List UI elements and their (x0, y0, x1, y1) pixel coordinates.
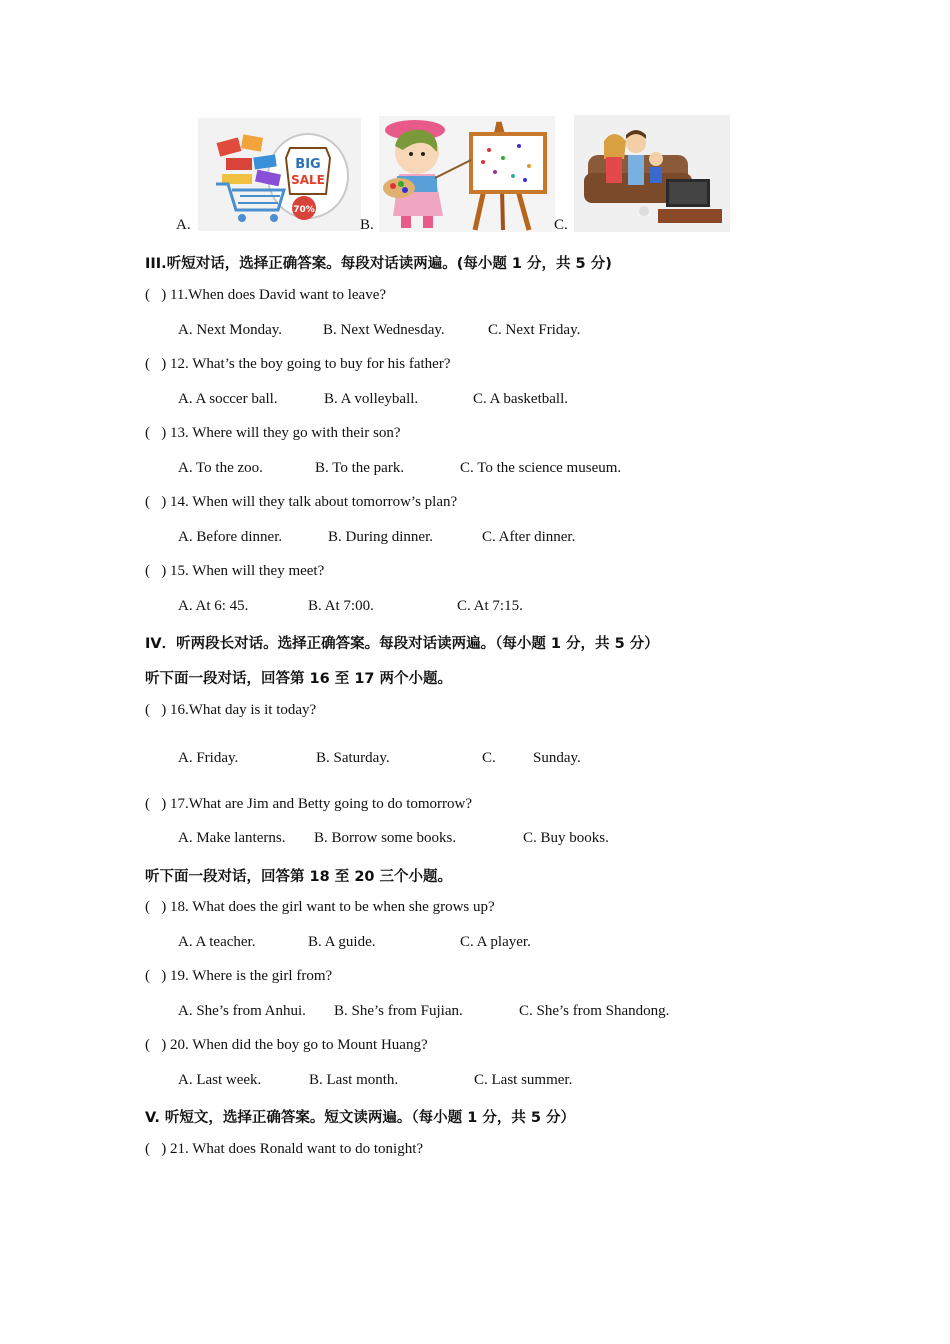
question-18-option-a: A. A teacher. (178, 934, 256, 950)
section-4-subheading-2: 听下面一段对话，回答第 18 至 20 三个小题。 (145, 869, 453, 885)
question-16-option-c-text: Sunday. (533, 750, 581, 766)
section-3-heading: III.听短对话，选择正确答案。每段对话读两遍。(每小题 1 分，共 5 分) (145, 256, 612, 272)
question-14-option-c: C. After dinner. (482, 529, 576, 545)
question-21: ( ) 21. What does Ronald want to do tonight? (145, 1141, 424, 1157)
question-12-option-b: B. A volleyball. (324, 391, 419, 407)
question-15-option-b: B. At 7:00. (308, 598, 374, 614)
question-11-option-c: C. Next Friday. (488, 322, 581, 338)
question-14: ( ) 14. When will they talk about tomorrow’s plan? (145, 494, 458, 510)
question-12-option-a: A. A soccer ball. (178, 391, 278, 407)
question-20-option-a: A. Last week. (178, 1072, 262, 1088)
question-11: ( ) 11.When does David want to leave? (145, 287, 387, 303)
question-20: ( ) 20. When did the boy go to Mount Huang? (145, 1037, 428, 1053)
question-16: ( ) 16.What day is it today? (145, 702, 317, 718)
question-15: ( ) 15. When will they meet? (145, 563, 325, 579)
question-18: ( ) 18. What does the girl want to be when she grows up? (145, 899, 495, 915)
section-4-subheading-1: 听下面一段对话，回答第 16 至 17 两个小题。 (145, 671, 453, 687)
price-tag-text: 70% (293, 205, 315, 215)
section-4-heading: IV．听两段长对话。选择正确答案。每段对话读两遍。（每小题 1 分，共 5 分） (145, 636, 659, 652)
question-19: ( ) 19. Where is the girl from? (145, 968, 333, 984)
question-13-option-b: B. To the park. (315, 460, 405, 476)
question-16-option-b: B. Saturday. (316, 750, 390, 766)
question-20-option-c: C. Last summer. (474, 1072, 573, 1088)
girl-painting-easel-icon (379, 116, 555, 232)
big-sale-shopping-cart-icon (198, 118, 361, 231)
question-13-option-a: A. To the zoo. (178, 460, 263, 476)
question-11-option-a: A. Next Monday. (178, 322, 283, 338)
family-sofa-tv-icon (574, 115, 730, 232)
question-18-option-b: B. A guide. (308, 934, 376, 950)
picture-options (176, 113, 736, 235)
question-14-option-a: A. Before dinner. (178, 529, 283, 545)
picture-label-c: C. (554, 217, 568, 233)
question-15-option-a: A. At 6: 45. (178, 598, 249, 614)
question-16-option-a: A. Friday. (178, 750, 239, 766)
question-16-option-c-letter: C. (482, 750, 496, 766)
question-19-option-b: B. She’s from Fujian. (334, 1003, 463, 1019)
question-17-option-a: A. Make lanterns. (178, 830, 286, 846)
question-18-option-c: C. A player. (460, 934, 531, 950)
question-19-option-c: C. She’s from Shandong. (519, 1003, 670, 1019)
picture-label-a: A. (176, 217, 191, 233)
question-15-option-c: C. At 7:15. (457, 598, 523, 614)
question-12-option-c: C. A basketball. (473, 391, 568, 407)
question-20-option-b: B. Last month. (309, 1072, 399, 1088)
question-19-option-a: A. She’s from Anhui. (178, 1003, 306, 1019)
badge-sale-text: SALE (291, 173, 325, 187)
question-14-option-b: B. During dinner. (328, 529, 433, 545)
picture-label-b: B. (360, 217, 374, 233)
question-17: ( ) 17.What are Jim and Betty going to do tomorrow? (145, 796, 473, 812)
section-5-heading: V. 听短文，选择正确答案。短文读两遍。（每小题 1 分，共 5 分） (145, 1110, 576, 1126)
badge-big-text: BIG (295, 157, 321, 172)
question-11-option-b: B. Next Wednesday. (323, 322, 445, 338)
question-13: ( ) 13. Where will they go with their son? (145, 425, 401, 441)
question-17-option-c: C. Buy books. (523, 830, 609, 846)
question-12: ( ) 12. What’s the boy going to buy for his father? (145, 356, 451, 372)
question-13-option-c: C. To the science museum. (460, 460, 622, 476)
question-17-option-b: B. Borrow some books. (314, 830, 457, 846)
